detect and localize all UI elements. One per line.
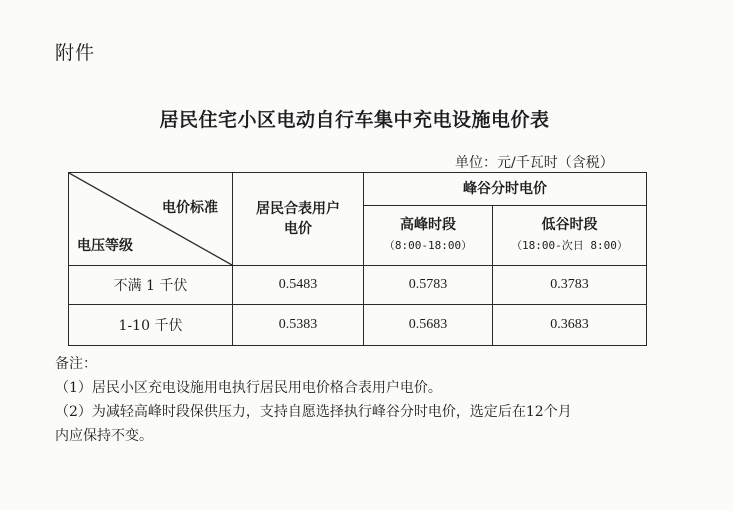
price-standard-label: 电价标准 (162, 200, 218, 216)
col-header-tou: 峰谷分时电价 (364, 173, 647, 206)
col-header-valley-time: （18:00-次日 8:00） (511, 238, 628, 252)
col-header-peak-time: （8:00-18:00） (383, 238, 473, 252)
table-row (69, 305, 647, 346)
col-header-valley-label: 低谷时段 (541, 216, 598, 233)
unit-label: 单位：元/千瓦时（含税） (455, 155, 614, 171)
table-row (69, 266, 647, 305)
col-header-resident-line1: 居民合表用户 (256, 201, 340, 217)
electricity-price-table (68, 172, 647, 346)
cell-peak-price: 0.5783 (364, 266, 493, 305)
notes-heading: 备注： (55, 356, 97, 372)
note-item-1: （1）居民小区充电设施用电执行居民用电价格合表用户电价。 (55, 380, 442, 396)
table-corner-header (69, 173, 233, 266)
note-item-2-continued: 内应保持不变。 (55, 428, 153, 444)
note-item-2: （2）为减轻高峰时段保供压力，支持自愿选择执行峰谷分时电价，选定后在12个月 (55, 404, 572, 420)
document-title: 居民住宅小区电动自行车集中充电设施电价表 (159, 109, 550, 131)
cell-valley-price: 0.3783 (493, 266, 647, 305)
cell-resident-price: 0.5383 (233, 305, 364, 346)
col-header-resident (233, 173, 364, 266)
col-header-peak-label: 高峰时段 (400, 216, 456, 233)
col-header-valley (493, 206, 647, 266)
cell-peak-price: 0.5683 (364, 305, 493, 346)
cell-resident-price: 0.5483 (233, 266, 364, 305)
notes-section (55, 352, 695, 448)
row-voltage-level: 1-10 千伏 (69, 305, 233, 346)
voltage-level-label: 电压等级 (77, 238, 133, 254)
row-voltage-level: 不满 1 千伏 (69, 266, 233, 305)
col-header-peak (364, 206, 493, 266)
cell-valley-price: 0.3683 (493, 305, 647, 346)
col-header-resident-line2: 电价 (284, 221, 312, 237)
attachment-label: 附件 (55, 42, 96, 64)
